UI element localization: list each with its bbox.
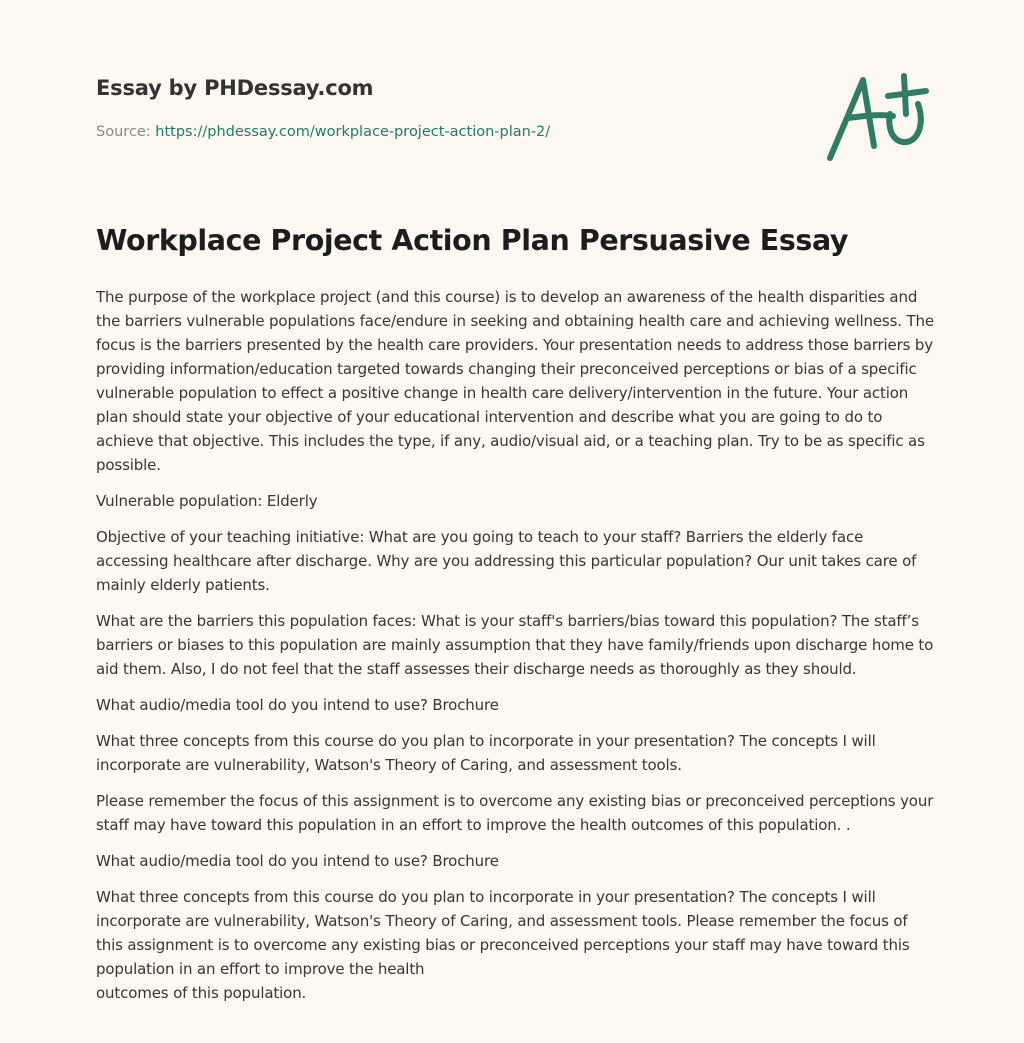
a-plus-logo-icon [818,66,933,166]
paragraph: Vulnerable population: Elderly [96,492,318,510]
site-brand: Essay by PHDessay.com [96,76,374,100]
source-label: Source: [96,124,151,140]
paragraph: What audio/media tool do you intend to use? Brochure [96,696,499,714]
source-line [96,124,550,140]
essay-body [96,285,936,1017]
essay-title: Workplace Project Action Plan Persuasive Essay [96,224,849,257]
paragraph: What three concepts from this course do you plan to incorporate in your presentation? The concepts I will incorporate are vulnerability, Watson's Theory of Caring, and assessment tools. [96,732,876,774]
paragraph: What three concepts from this course do you plan to incorporate in your presentation? The concepts I will incorporate are vulnerability, Watson's Theory of Caring, and assessment tools. Please remember the focus of this assignment is to overcome any existing bias or preconceived perceptions your staff may have toward this population in an effort to improve the health outcomes of this population. [96,888,910,1002]
paragraph: Objective of your teaching initiative: What are you going to teach to your staff? Barriers the elderly face accessing healthcare after discharge. Why are you addressing this particular population? Our unit takes care of mainly elderly patients. [96,528,917,594]
paragraph: Please remember the focus of this assignment is to overcome any existing bias or preconceived perceptions your staff may have toward this population in an effort to improve the health outcomes of this population. . [96,792,934,834]
paragraph: What audio/media tool do you intend to use? Brochure [96,852,499,870]
source-link[interactable]: https://phdessay.com/workplace-project-action-plan-2/ [155,124,551,140]
paragraph: What are the barriers this population faces: What is your staff's barriers/bias toward this population? The staff’s barriers or biases to this population are mainly assumption that they have family/friends upon discharge home to aid them. Also, I do not feel that the staff assesses their discharge needs as thoroughly as they should. [96,612,934,678]
paragraph: The purpose of the workplace project (and this course) is to develop an awareness of the health disparities and the barriers vulnerable populations face/endure in seeking and obtaining health care and achieving wellness. The focus is the barriers presented by the health care providers. Your presentation needs to address those barriers by providing information/education targeted towards changing their preconceived perceptions or bias of a specific vulnerable population to effect a positive change in health care delivery/intervention in the future. Your action plan should state your objective of your educational intervention and describe what you are going to do to achieve that objective. This includes the type, if any, audio/visual aid, or a teaching plan. Try to be as specific as possible. [96,288,934,474]
